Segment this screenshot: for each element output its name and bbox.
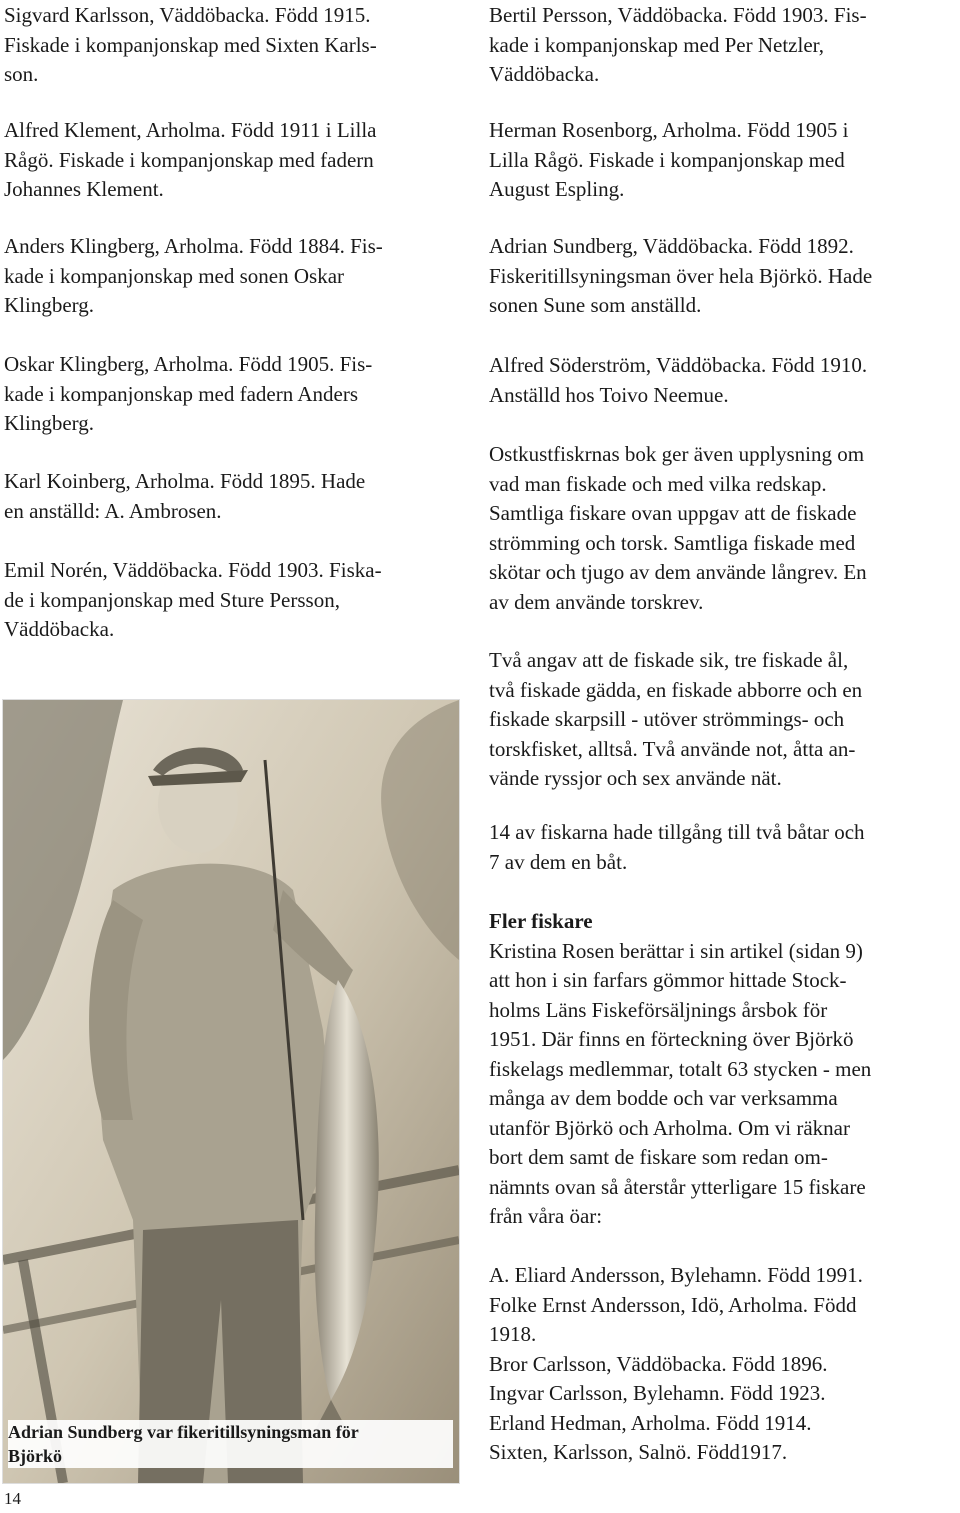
text-line: Två angav att de fiskade sik, tre fiskade ål, [489,648,849,672]
page-number: 14 [4,1489,21,1508]
entry-sigvard-karlsson [4,1,377,90]
text-line: Klingberg. [4,411,95,435]
text-line: torskfisket, alltså. Två använde not, åtta an- [489,736,856,761]
text-line: strömming och torsk. Samtliga fiskade med [489,530,856,555]
text-line: skötar och tjugo av dem använde långrev. En [489,560,867,584]
list-item: Ingvar Carlsson, Bylehamn. Född 1923. [489,1381,826,1405]
text-line: utanför Björkö och Arholma. Om vi räknar [489,1115,850,1140]
paragraph-boats [489,818,865,877]
entry-herman-rosenborg [489,116,849,205]
entry-alfred-klement [4,116,377,205]
text-line: Ostkustfiskrnas bok ger även upplysning om [489,442,865,466]
section-fler-fiskare [489,907,871,1232]
text-line: fiskelags medlemmar, totalt 63 stycken - men [489,1056,872,1081]
text-line: Fiskade i kompanjonskap med Sixten Karls- [4,32,377,57]
text-line: Klingberg. [4,293,95,317]
text-line: kade i kompanjonskap med Per Netzler, [489,32,825,57]
text-line: Johannes Klement. [4,177,164,201]
text-line: Alfred Söderström, Väddöbacka. Född 1910. [489,353,868,377]
text-line: son. [4,62,39,86]
caption-line: Björkö [8,1446,62,1466]
text-line: av dem använde torskrev. [489,589,704,614]
text-line: Alfred Klement, Arholma. Född 1911 i Lilla [4,118,377,142]
text-line: kade i kompanjonskap med fadern Anders [4,381,358,406]
text-line: Adrian Sundberg, Väddöbacka. Född 1892. [489,234,854,258]
photo-caption [8,1420,453,1468]
entry-adrian-sundberg [489,232,872,321]
text-line: 7 av dem en båt. [489,849,628,874]
paragraph-species [489,646,862,794]
text-line: Lilla Rågö. Fiskade i kompanjonskap med [489,147,845,172]
text-line: de i kompanjonskap med Sture Persson, [4,587,340,612]
text-line: holms Läns Fiskeförsäljnings årsbok för [489,997,828,1022]
text-line: Herman Rosenborg, Arholma. Född 1905 i [489,118,849,142]
paragraph-gear [489,440,867,617]
text-line: Oskar Klingberg, Arholma. Född 1905. Fis- [4,352,373,376]
text-line: Anders Klingberg, Arholma. Född 1884. Fis- [4,234,383,258]
text-line: många av dem bodde och var verksamma [489,1086,838,1110]
text-line: 1951. Där finns en förteckning över Björkö [489,1027,854,1051]
text-line: fiskade skarpsill - utöver strömmings- och [489,707,845,731]
text-line: Bertil Persson, Väddöbacka. Född 1903. Fis- [489,3,867,27]
list-item: A. Eliard Andersson, Bylehamn. Född 1991. [489,1263,863,1287]
text-line: vad man fiskade och med vilka redskap. [489,471,827,496]
list-item: Sixten, Karlsson, Salnö. Född1917. [489,1440,788,1464]
text-line: kade i kompanjonskap med sonen Oskar [4,263,345,288]
text-line: en anställd: A. Ambrosen. [4,498,222,523]
text-line: Väddöbacka. [4,617,115,641]
entry-oskar-klingberg [4,350,372,439]
list-item: 1918. [489,1322,537,1346]
text-line: Väddöbacka. [489,62,600,86]
text-line: Emil Norén, Väddöbacka. Född 1903. Fiska- [4,558,382,582]
text-line: Fiskeritillsyningsman över hela Björkö. Hade [489,263,873,288]
text-line: sonen Sune som anställd. [489,293,702,317]
list-item: Erland Hedman, Arholma. Född 1914. [489,1410,812,1435]
entry-emil-noren [4,556,382,645]
text-line: August Espling. [489,177,625,201]
entry-karl-koinberg [4,467,365,526]
text-line: från våra öar: [489,1204,603,1228]
caption-line: Adrian Sundberg var fikeritillsyningsman för [8,1422,359,1442]
entry-anders-klingberg [4,232,383,321]
section-heading: Fler fiskare [489,909,593,933]
list-item: Folke Ernst Andersson, Idö, Arholma. Född [489,1292,857,1317]
fisher-list [489,1261,863,1468]
text-line: vände ryssjor och sex använde nät. [489,766,782,790]
text-line: 14 av fiskarna hade tillgång till två båtar och [489,820,865,844]
text-line: Rågö. Fiskade i kompanjonskap med fadern [4,147,374,172]
text-line: Sigvard Karlsson, Väddöbacka. Född 1915. [4,3,371,27]
text-line: två fiskade gädda, en fiskade abborre och en [489,677,863,702]
photo-man-with-fish [2,699,460,1484]
entry-bertil-persson [489,1,867,90]
text-line: att hon i sin farfars gömmor hittade Stock- [489,968,847,992]
text-line: nämnts ovan så återstår ytterligare 15 fiskare [489,1174,866,1199]
text-line: bort dem samt de fiskare som redan om- [489,1145,828,1169]
text-line: Karl Koinberg, Arholma. Född 1895. Hade [4,469,366,493]
photo-illustration [3,700,459,1483]
text-line: Anställd hos Toivo Neemue. [489,382,729,407]
text-line: Samtliga fiskare ovan uppgav att de fiskade [489,501,857,525]
text-line: Kristina Rosen berättar i sin artikel (sidan 9) [489,938,863,963]
entry-alfred-soderstrom [489,351,867,410]
list-item: Bror Carlsson, Väddöbacka. Född 1896. [489,1351,828,1376]
